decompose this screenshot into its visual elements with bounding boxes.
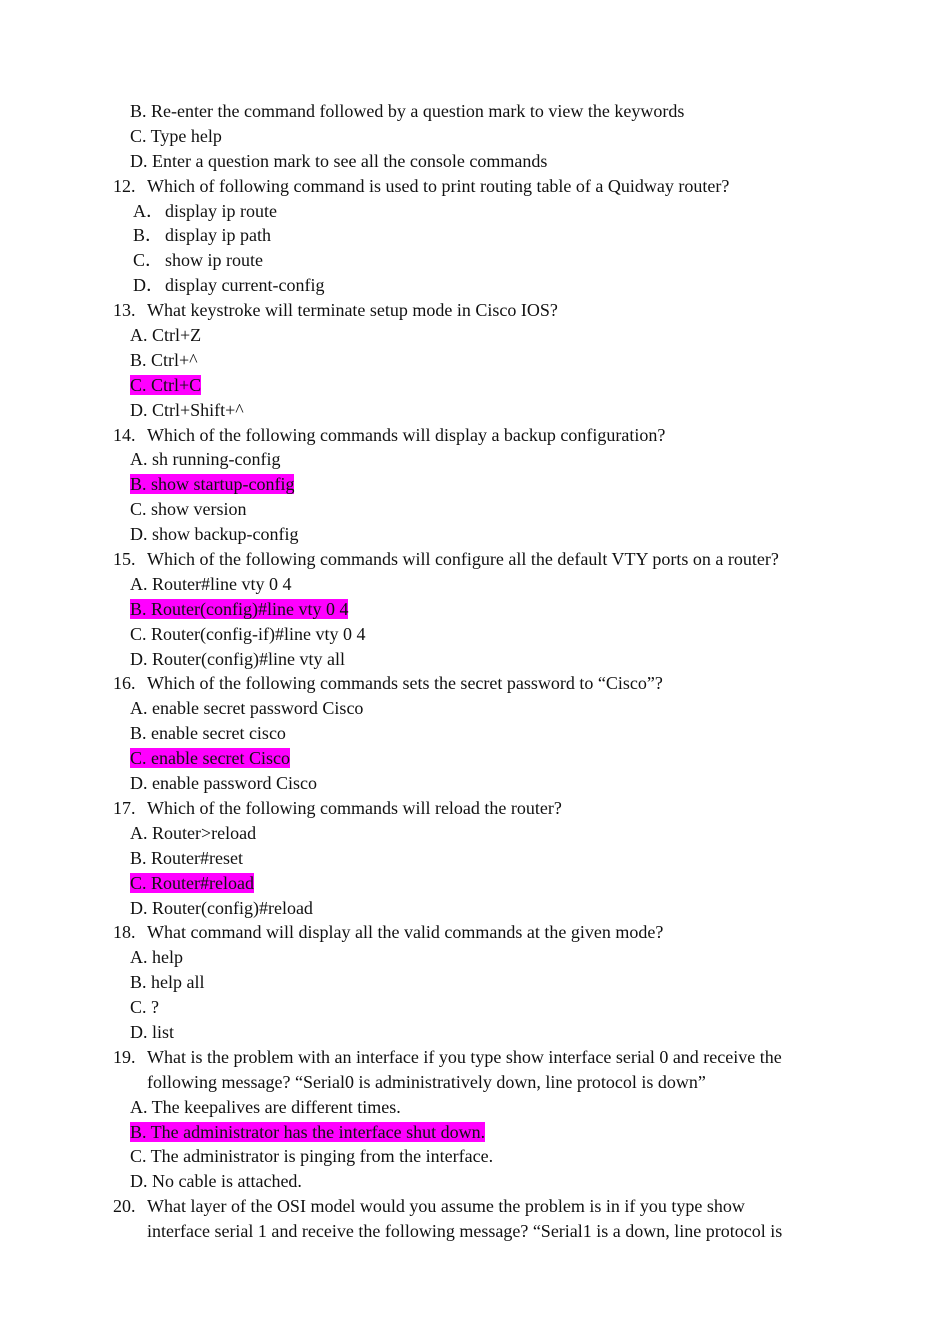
question-text: following message? “Serial0 is administratively down, line protocol is down” — [147, 1071, 706, 1092]
q11-option-c — [0, 124, 950, 149]
option-letter: A． — [133, 200, 164, 221]
option-text: C. show version — [130, 499, 247, 520]
question-number: 13. — [113, 300, 136, 321]
q14-option-d — [0, 522, 950, 547]
option-text: D. No cable is attached. — [130, 1171, 302, 1192]
q18-option-d — [0, 1020, 950, 1045]
question-19 — [0, 1045, 950, 1070]
option-text: B. help all — [130, 972, 205, 993]
question-text: What is the problem with an interface if you type show interface serial 0 and receive the — [147, 1046, 782, 1067]
option-letter: C． — [133, 250, 164, 271]
q16-option-a — [0, 696, 950, 721]
question-13 — [0, 298, 950, 323]
q18-option-b — [0, 970, 950, 995]
option-text: A. The keepalives are different times. — [130, 1096, 401, 1117]
q12-option-a — [0, 199, 950, 224]
q17-option-d — [0, 896, 950, 921]
option-text: C. Router(config-if)#line vty 0 4 — [130, 623, 366, 644]
option-text: D. Ctrl+Shift+^ — [130, 399, 244, 420]
q19-option-b — [0, 1120, 950, 1145]
q11-option-d — [0, 149, 950, 174]
option-text: D. enable password Cisco — [130, 773, 317, 794]
highlighted-answer: B. The administrator has the interface shut down. — [130, 1121, 486, 1142]
option-text: A. Ctrl+Z — [130, 325, 202, 346]
option-text: D. Router(config)#reload — [130, 897, 313, 918]
q12-option-c — [0, 248, 950, 273]
option-text: C. Type help — [130, 125, 222, 146]
highlighted-answer: B. show startup-config — [130, 474, 295, 495]
question-text: What layer of the OSI model would you assume the problem is in if you type show — [147, 1196, 745, 1217]
q18-option-a — [0, 945, 950, 970]
option-text: A. help — [130, 947, 183, 968]
question-14 — [0, 423, 950, 448]
q14-option-c — [0, 497, 950, 522]
q19-option-d — [0, 1169, 950, 1194]
question-number: 19. — [113, 1046, 136, 1067]
option-text: display current-config — [165, 275, 325, 296]
option-text: B. Ctrl+^ — [130, 349, 198, 370]
q13-option-a — [0, 323, 950, 348]
option-text: display ip path — [165, 225, 271, 246]
question-text: What command will display all the valid commands at the given mode? — [147, 922, 664, 943]
option-text: A. sh running-config — [130, 449, 281, 470]
q16-option-b — [0, 721, 950, 746]
option-text: display ip route — [165, 200, 277, 221]
question-text: Which of the following commands will configure all the default VTY ports on a router? — [147, 549, 779, 570]
question-text: Which of the following commands sets the secret password to “Cisco”? — [147, 673, 663, 694]
q12-option-d — [0, 273, 950, 298]
q19-option-c — [0, 1144, 950, 1169]
question-number: 18. — [113, 922, 136, 943]
option-text: C. ? — [130, 997, 159, 1018]
question-18 — [0, 920, 950, 945]
q13-option-d — [0, 398, 950, 423]
q16-option-d — [0, 771, 950, 796]
option-text: A. enable secret password Cisco — [130, 698, 364, 719]
option-text: D. Enter a question mark to see all the console commands — [130, 150, 548, 171]
q17-option-c — [0, 871, 950, 896]
question-number: 20. — [113, 1196, 136, 1217]
highlighted-answer: B. Router(config)#line vty 0 4 — [130, 598, 349, 619]
q15-option-d — [0, 647, 950, 672]
q17-option-a — [0, 821, 950, 846]
option-text: C. The administrator is pinging from the interface. — [130, 1146, 494, 1167]
option-letter: B． — [133, 225, 164, 246]
option-text: A. Router>reload — [130, 822, 257, 843]
question-number: 12. — [113, 175, 136, 196]
question-12 — [0, 174, 950, 199]
option-text: B. Re-enter the command followed by a question mark to view the keywords — [130, 101, 685, 121]
q14-option-b — [0, 472, 950, 497]
question-number: 15. — [113, 549, 136, 570]
option-text: B. Router#reset — [130, 847, 243, 868]
option-text: show ip route — [165, 250, 263, 271]
q17-option-b — [0, 846, 950, 871]
question-20-continued — [0, 1219, 950, 1244]
q19-option-a — [0, 1095, 950, 1120]
question-19-continued — [0, 1070, 950, 1095]
q18-option-c — [0, 995, 950, 1020]
question-20 — [0, 1194, 950, 1219]
q15-option-b — [0, 597, 950, 622]
option-text: B. enable secret cisco — [130, 723, 286, 744]
q12-option-b — [0, 223, 950, 248]
option-text: D. show backup-config — [130, 524, 299, 545]
question-text: Which of the following commands will reload the router? — [147, 797, 562, 818]
q13-option-c — [0, 373, 950, 398]
option-text: A. Router#line vty 0 4 — [130, 573, 292, 594]
question-number: 17. — [113, 797, 136, 818]
question-17 — [0, 796, 950, 821]
highlighted-answer: C. Ctrl+C — [130, 374, 202, 395]
q13-option-b — [0, 348, 950, 373]
question-text: What keystroke will terminate setup mode in Cisco IOS? — [147, 300, 558, 321]
q16-option-c — [0, 746, 950, 771]
option-text: D. Router(config)#line vty all — [130, 648, 345, 669]
q14-option-a — [0, 447, 950, 472]
highlighted-answer: C. enable secret Cisco — [130, 748, 290, 769]
highlighted-answer: C. Router#reload — [130, 872, 254, 893]
question-text: Which of the following commands will display a backup configuration? — [147, 424, 666, 445]
option-letter: D． — [133, 275, 164, 296]
q11-option-b — [0, 99, 950, 124]
question-text: Which of following command is used to print routing table of a Quidway router? — [147, 175, 730, 196]
q15-option-c — [0, 622, 950, 647]
question-number: 14. — [113, 424, 136, 445]
option-text: D. list — [130, 1021, 175, 1042]
question-16 — [0, 671, 950, 696]
question-number: 16. — [113, 673, 136, 694]
document-page — [0, 99, 950, 1244]
q15-option-a — [0, 572, 950, 597]
question-text: interface serial 1 and receive the following message? “Serial1 is a down, line protocol is — [147, 1221, 783, 1242]
question-15 — [0, 547, 950, 572]
